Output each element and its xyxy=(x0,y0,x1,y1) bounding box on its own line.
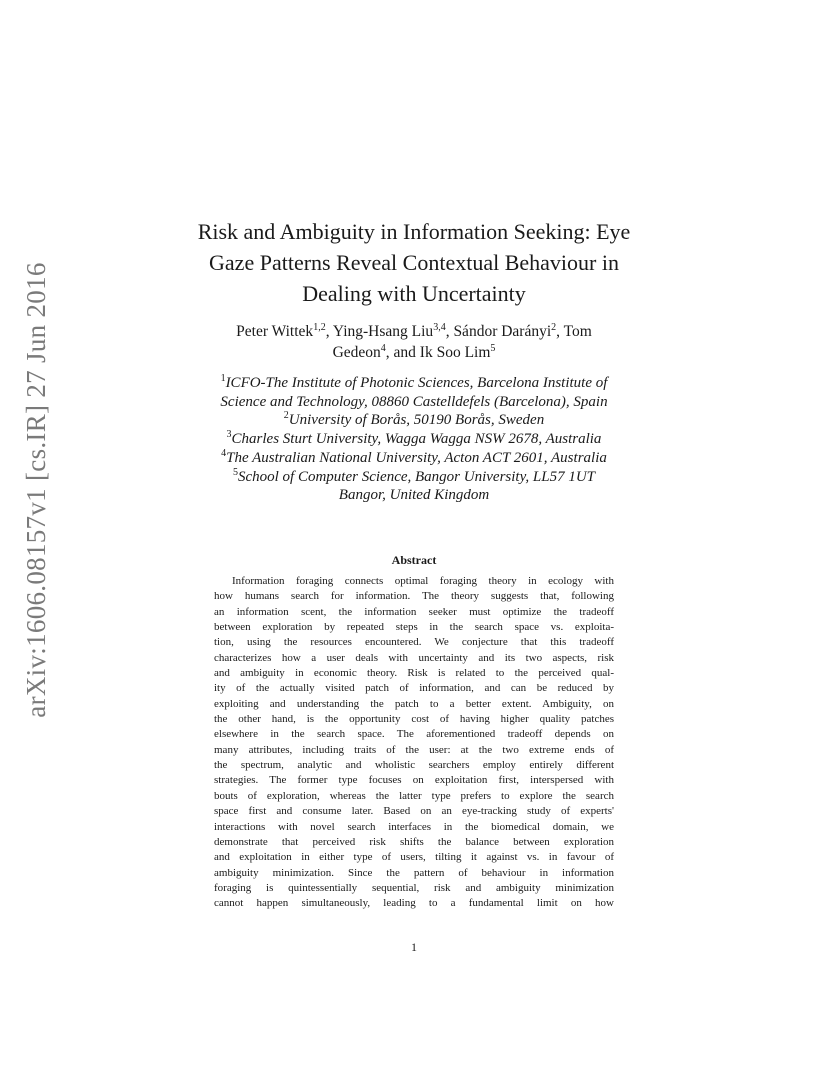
affiliation-mark: 3 xyxy=(226,429,232,441)
abstract-line: between exploration by repeated steps in the search space vs. exploita- xyxy=(214,621,614,634)
abstract-line: exploiting and understanding the patch to a better extent. Ambiguity, on xyxy=(214,697,614,710)
paper-title xyxy=(150,216,678,309)
affiliation-text: ICFO-The Institute of Photonic Sciences, Barcelona Institute of xyxy=(225,375,608,391)
abstract-line: space first and consume later. Based on an eye-tracking study of experts' xyxy=(214,805,614,818)
author-name: , Sándor Darányi xyxy=(445,323,552,340)
abstract-line: demonstrate that perceived risk shifts the balance between exploration xyxy=(214,835,614,848)
author-affiliation-mark: 4 xyxy=(380,342,386,354)
affiliation-line xyxy=(150,411,678,430)
abstract-line: the other hand, is the opportunity cost of having higher quality patches xyxy=(214,713,614,726)
abstract-line: an information scent, the information seeker must optimize the tradeoff xyxy=(214,605,614,618)
affiliation-line xyxy=(150,486,678,505)
affiliation-line xyxy=(150,449,678,468)
title-line: Dealing with Uncertainty xyxy=(302,281,526,306)
abstract-line: bouts of exploration, whereas the latter type prefers to explore the search xyxy=(214,789,614,802)
title-line: Gaze Patterns Reveal Contextual Behaviour in xyxy=(209,250,619,275)
abstract-line: Information foraging connects optimal foraging theory in ecology with xyxy=(232,575,614,587)
abstract-line: foraging is quintessentially sequential, risk and ambiguity minimization xyxy=(214,881,614,894)
abstract-body xyxy=(214,574,614,912)
affiliation-text: School of Computer Science, Bangor University, LL57 1UT xyxy=(237,468,596,485)
arxiv-identifier-stamp: arXiv:1606.08157v1 [cs.IR] 27 Jun 2016 xyxy=(21,262,51,718)
affiliation-text: University of Borås, 50190 Borås, Sweden xyxy=(288,412,545,429)
affiliation-line xyxy=(150,430,678,449)
affiliation-mark: 4 xyxy=(221,447,227,459)
affiliation-mark: 1 xyxy=(220,373,226,384)
author-name: Peter Wittek xyxy=(236,323,314,340)
author-line xyxy=(333,344,496,361)
author-name: Gedeon xyxy=(332,344,381,361)
author-name: , Ying-Hsang Liu xyxy=(325,323,434,340)
abstract-line: characterizes how a user deals with uncertainty and its two aspects, risk xyxy=(214,651,614,664)
abstract-line: the spectrum, analytic and wholistic searchers employ entirely different xyxy=(214,759,614,772)
affiliation-list xyxy=(150,374,678,505)
affiliation-line xyxy=(150,393,678,412)
affiliation-text: Bangor, United Kingdom xyxy=(338,487,490,504)
abstract-line: how humans search for information. The theory suggests that, following xyxy=(214,590,614,603)
abstract-line: tion, using the resources encountered. We conjecture that this tradeoff xyxy=(214,636,614,649)
author-affiliation-mark: 3,4 xyxy=(433,321,446,333)
author-list xyxy=(150,321,678,363)
abstract-heading: Abstract xyxy=(391,553,437,567)
abstract-line: cannot happen simultaneously, leading to a fundamental limit on how xyxy=(214,897,614,910)
abstract-line: interactions with novel search interfaces in the biomedical domain, we xyxy=(214,820,614,833)
author-affiliation-mark: 5 xyxy=(490,342,496,354)
affiliation-line xyxy=(150,374,678,393)
abstract-line: and ambiguity in economic theory. Risk is related to the perceived qual- xyxy=(214,667,614,680)
abstract-line: many attributes, including traits of the user: at the two extreme ends of xyxy=(214,743,614,756)
abstract-line: and exploitation in either type of users, tilting it against vs. in favour of xyxy=(214,851,614,864)
author-name: , and Ik Soo Lim xyxy=(385,344,491,361)
affiliation-mark: 2 xyxy=(283,410,289,422)
abstract-line: strategies. The former type focuses on exploitation first, interspersed with xyxy=(214,774,614,787)
author-name: , Tom xyxy=(556,323,592,340)
abstract-line: ity of the actually visited patch of information, and can be reduced by xyxy=(214,682,614,695)
affiliation-line xyxy=(150,468,678,487)
abstract-line: elsewhere in the search space. The aforementioned tradeoff depends on xyxy=(214,728,614,741)
author-line xyxy=(236,323,592,340)
affiliation-mark: 5 xyxy=(232,466,238,478)
affiliation-text: Charles Sturt University, Wagga Wagga NSW 2678, Australia xyxy=(231,431,602,448)
affiliation-text: Science and Technology, 08860 Castelldefels (Barcelona), Spain xyxy=(220,393,608,410)
affiliation-text: The Australian National University, Acton ACT 2601, Australia xyxy=(226,449,607,466)
title-line: Risk and Ambiguity in Information Seeking: Eye xyxy=(197,219,631,244)
author-affiliation-mark: 1,2 xyxy=(313,321,326,333)
abstract-line: ambiguity minimization. Since the pattern of behaviour in information xyxy=(214,866,614,879)
author-affiliation-mark: 2 xyxy=(551,321,557,333)
page-number: 1 xyxy=(411,940,417,954)
